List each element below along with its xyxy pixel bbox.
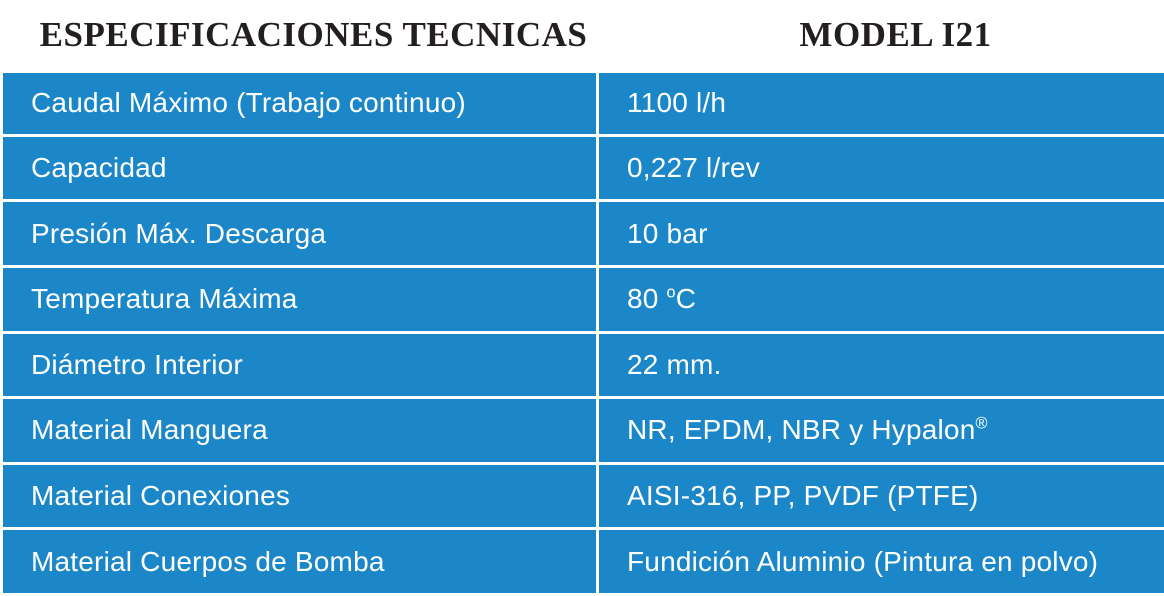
table-row [2, 201, 1164, 267]
table-row [2, 266, 1164, 332]
table-row [2, 135, 1164, 201]
spec-value: Fundición Aluminio (Pintura en polvo) [598, 529, 1164, 595]
spec-label: Temperatura Máxima [2, 266, 598, 332]
table-header-row [2, 2, 1164, 70]
spec-value: NR, EPDM, NBR y Hypalon® [598, 398, 1164, 464]
spec-label: Diámetro Interior [2, 332, 598, 398]
table-body [2, 70, 1164, 595]
header-specifications: ESPECIFICACIONES TECNICAS [2, 2, 598, 70]
spec-value: 1100 l/h [598, 70, 1164, 136]
spec-label: Caudal Máximo (Trabajo continuo) [2, 70, 598, 136]
table-header [2, 2, 1164, 70]
spec-label: Material Manguera [2, 398, 598, 464]
table-row [2, 463, 1164, 529]
spec-label: Capacidad [2, 135, 598, 201]
table-row [2, 398, 1164, 464]
header-model: MODEL I21 [598, 2, 1164, 70]
spec-value: 22 mm. [598, 332, 1164, 398]
spec-label: Material Cuerpos de Bomba [2, 529, 598, 595]
spec-value: 10 bar [598, 201, 1164, 267]
spec-value: 0,227 l/rev [598, 135, 1164, 201]
table-row [2, 332, 1164, 398]
spec-label: Presión Máx. Descarga [2, 201, 598, 267]
spec-label: Material Conexiones [2, 463, 598, 529]
spec-value: 80 $^o$C [598, 266, 1164, 332]
table-row [2, 70, 1164, 136]
table-row [2, 529, 1164, 595]
spec-value: AISI-316, PP, PVDF (PTFE) [598, 463, 1164, 529]
